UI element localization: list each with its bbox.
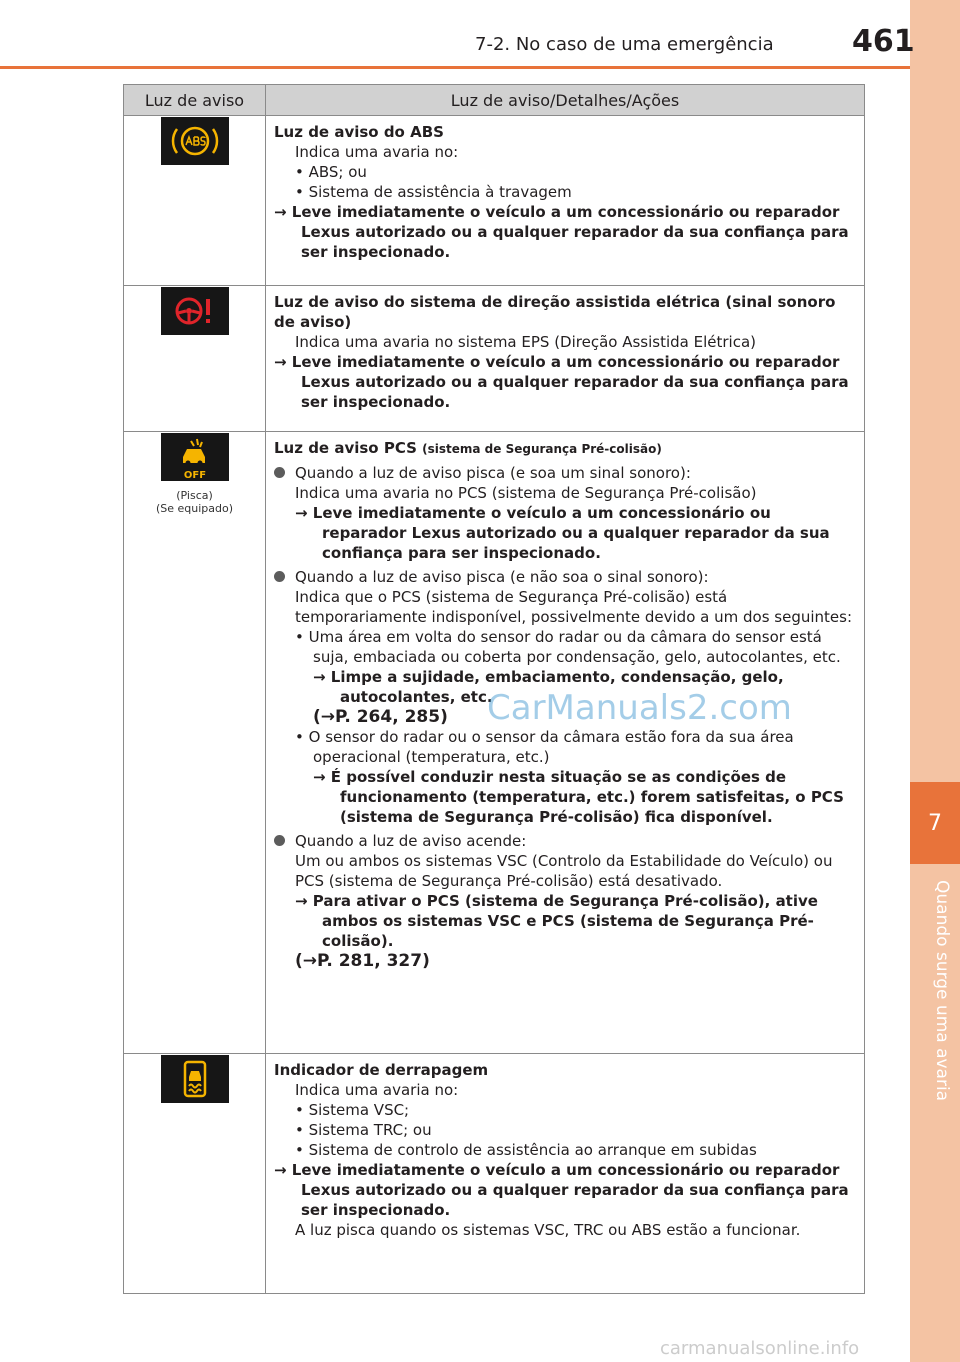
bullet-item: • Sistema VSC; (295, 1101, 410, 1119)
steering-warning-icon (161, 287, 229, 335)
icon-caption-flashing: (Pisca) (176, 489, 213, 502)
table-row (124, 286, 865, 432)
action-text: → Leve imediatamente o veículo a um concessionário ou reparador Lexus autorizado ou a qualquer reparador da sua confiança para ser inspecionado. (274, 1161, 849, 1219)
details-cell (266, 116, 865, 286)
condition-heading: Quando a luz de aviso pisca (e soa um sinal sonoro): (274, 463, 854, 483)
chapter-title: Quando surge uma avaria (932, 880, 952, 1102)
icon-cell (124, 116, 266, 286)
item-title: Luz de aviso do ABS (274, 123, 444, 141)
item-title (274, 438, 854, 459)
condition-heading: Quando a luz de aviso acende: (274, 831, 854, 851)
page-reference: (→P. 264, 285) (313, 707, 448, 727)
bullet-item: • Sistema de controlo de assistência ao arranque em subidas (295, 1141, 757, 1159)
bullet-item: • ABS; ou (295, 163, 367, 181)
header-divider (0, 66, 910, 69)
table-row (124, 116, 865, 286)
table-row (124, 432, 865, 1054)
chapter-number: 7 (910, 782, 960, 864)
icon-cell (124, 286, 266, 432)
action-text: → É possível conduzir nesta situação se as condições de funcionamento (temperatura, etc.) forem satisfeitas, o PCS (sistema de Segurança Pré-colisão) fica disponível. (313, 768, 844, 826)
item-title-sub: (sistema de Segurança Pré-colisão) (422, 442, 662, 456)
icon-cell (124, 1054, 266, 1294)
table-row (124, 1054, 865, 1294)
item-text: Indica que o PCS (sistema de Segurança Pré-colisão) está temporariamente indisponível, possivelmente devido a um dos seguintes: (295, 588, 852, 626)
icon-caption-if-equipped: (Se equipado) (155, 502, 234, 515)
item-title: Luz de aviso do sistema de direção assistida elétrica (sinal sonoro de aviso) (274, 293, 836, 331)
pcs-warning-icon (161, 433, 229, 481)
section-title: 7-2. No caso de uma emergência (475, 34, 774, 55)
action-text: → Leve imediatamente o veículo a um concessionário ou reparador Lexus autorizado ou a qualquer reparador da sua confiança para ser inspecionado. (274, 353, 849, 411)
watermark: CarManuals2.com (487, 688, 792, 728)
table-header-row (124, 85, 865, 116)
svg-text:OFF: OFF (183, 470, 206, 481)
icon-cell (124, 432, 266, 1054)
details-cell (266, 432, 865, 1054)
action-text: → Leve imediatamente o veículo a um concessionário ou reparador Lexus autorizado ou a qualquer reparador da sua confiança para ser inspecionado. (274, 203, 849, 261)
abs-warning-icon (161, 117, 229, 165)
item-text: Um ou ambos os sistemas VSC (Controlo da Estabilidade do Veículo) ou PCS (sistema de Segurança Pré-colisão) está desativado. (295, 852, 833, 890)
column-header-warning-light: Luz de aviso (124, 85, 266, 116)
item-title: Indicador de derrapagem (274, 1061, 489, 1079)
action-text: → Leve imediatamente o veículo a um concessionário ou reparador Lexus autorizado ou a qualquer reparador da sua confiança para ser inspecionado. (295, 504, 830, 562)
item-text: Indica uma avaria no PCS (sistema de Segurança Pré-colisão) (295, 484, 757, 502)
item-note: A luz pisca quando os sistemas VSC, TRC ou ABS estão a funcionar. (295, 1221, 801, 1239)
column-header-details: Luz de aviso/Detalhes/Ações (266, 85, 865, 116)
bullet-item: • Sistema TRC; ou (295, 1121, 432, 1139)
details-cell (266, 286, 865, 432)
item-text: Indica uma avaria no sistema EPS (Direção Assistida Elétrica) (295, 333, 757, 351)
slip-indicator-icon (161, 1055, 229, 1103)
action-text: → Limpe a sujidade, embaciamento, condensação, gelo, autocolantes, etc. (313, 668, 784, 706)
item-text: Indica uma avaria no: (295, 143, 459, 161)
bullet-item: • O sensor do radar ou o sensor da câmara estão fora da sua área operacional (temperatura, etc.) (295, 728, 794, 766)
bullet-item: • Sistema de assistência à travagem (295, 183, 572, 201)
bullet-item: • Uma área em volta do sensor do radar ou da câmara do sensor está suja, embaciada ou coberta por condensação, gelo, autocolantes, etc. (295, 628, 841, 666)
chapter-side-tab (910, 0, 960, 1362)
page-number: 461 (852, 24, 915, 59)
footer-watermark: carmanualsonline.info (660, 1338, 860, 1359)
item-text: Indica uma avaria no: (295, 1081, 459, 1099)
page-reference: (→P. 281, 327) (295, 951, 430, 971)
item-title-main: Luz de aviso PCS (274, 439, 417, 457)
action-text: → Para ativar o PCS (sistema de Segurança Pré-colisão), ative ambos os sistemas VSC e PCS (sistema de Segurança Pré-colisão). (295, 892, 818, 950)
details-cell (266, 1054, 865, 1294)
condition-heading: Quando a luz de aviso pisca (e não soa o sinal sonoro): (274, 567, 854, 587)
